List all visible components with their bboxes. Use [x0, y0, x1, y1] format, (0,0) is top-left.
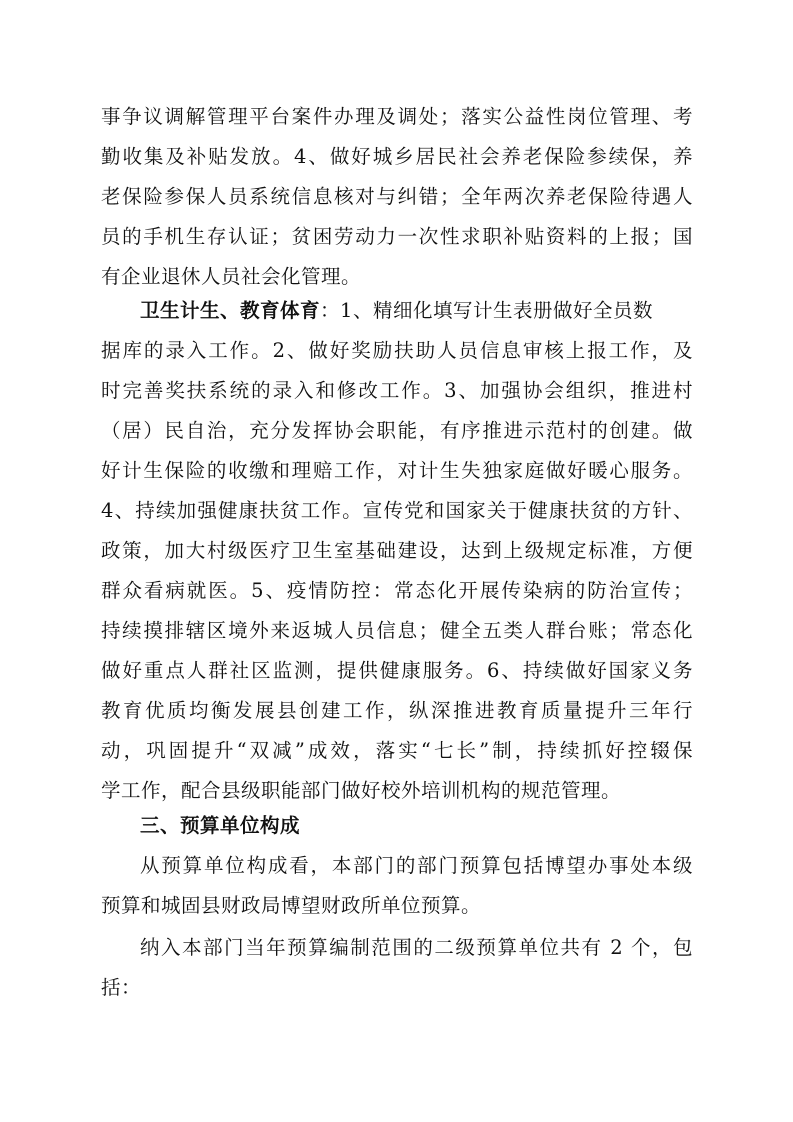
- text-line: 好计生保险的收缴和理赔工作，对计生失独家庭做好暖心服务。: [101, 459, 693, 482]
- text-line: 做好重点人群社区监测，提供健康服务。6、持续做好国家义务: [101, 659, 693, 682]
- text-line: 老保险参保人员系统信息核对与纠错；全年两次养老保险待遇人: [101, 185, 693, 208]
- text-line: 持续摸排辖区境外来返城人员信息；健全五类人群台账；常态化: [101, 619, 693, 642]
- text-line: 教育优质均衡发展县创建工作，纵深推进教育质量提升三年行: [101, 699, 693, 722]
- text-line: 事争议调解管理平台案件办理及调处；落实公益性岗位管理、考: [101, 105, 693, 128]
- health-paragraph-first-line: [140, 297, 693, 325]
- text-line: 时完善奖扶系统的录入和修改工作。3、加强协会组织，推进村: [101, 379, 693, 402]
- text-line: 群众看病就医。5、疫情防控：常态化开展传染病的防治宣传；: [101, 579, 693, 602]
- text-line: （居）民自治，充分发挥协会职能，有序推进示范村的创建。做: [101, 419, 693, 442]
- text-line: 政策，加大村级医疗卫生室基础建设，达到上级规定标准，方便: [101, 539, 693, 562]
- text-line: 纳入本部门当年预算编制范围的二级预算单位共有 2 个，包: [140, 936, 693, 959]
- text-line: 动，巩固提升“双减”成效，落实“七长”制，持续抓好控辍保: [101, 739, 693, 762]
- section-heading-budget-units: 三、预算单位构成: [140, 814, 301, 837]
- section-heading-health: 卫生计生、教育体育: [140, 299, 321, 322]
- heading-colon: ：: [320, 299, 341, 322]
- text-line: 预算和城固县财政局博望财政所单位预算。: [101, 894, 482, 917]
- text-line: 括：: [101, 976, 142, 999]
- text-line: 据库的录入工作。2、做好奖励扶助人员信息审核上报工作，及: [101, 339, 693, 362]
- text-line: 有企业退休人员社会化管理。: [101, 265, 362, 288]
- text-line: 学工作，配合县级职能部门做好校外培训机构的规范管理。: [101, 779, 622, 802]
- text-line: 从预算单位构成看，本部门的部门预算包括博望办事处本级: [140, 854, 693, 877]
- text-line: 员的手机生存认证；贫困劳动力一次性求职补贴资料的上报；国: [101, 225, 693, 248]
- text-line: 勤收集及补贴发放。4、做好城乡居民社会养老保险参续保，养: [101, 145, 693, 168]
- text-line: 4、持续加强健康扶贫工作。宣传党和国家关于健康扶贫的方针、: [101, 499, 693, 522]
- text-line: 1、精细化填写计生表册做好全员数: [340, 299, 653, 322]
